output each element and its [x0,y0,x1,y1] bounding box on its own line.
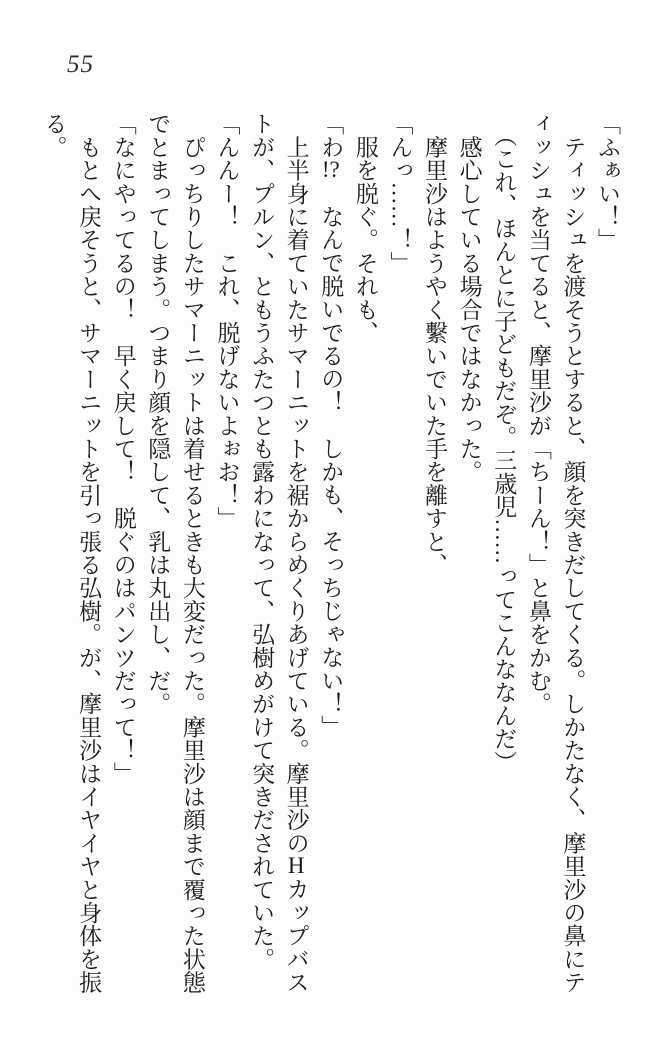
text-column: 上半身に着ていたサマーニットを裾からめくりあげている。摩里沙のHカップバス [283,112,309,994]
text-column: 「んんー！ これ、脱げないよぉお！」 [214,112,240,530]
text-column: 服を脱ぐ。それも、 [352,112,378,344]
text-block [36,112,624,1002]
text-column: トが、プルン、ともうふたつとも露わになって、弘樹めがけて突きだされていた。 [249,112,275,971]
text-column: もとへ戻そうと、サマーニットを引っ張る弘樹。が、摩里沙はイヤイヤと身体を振 [76,112,102,994]
text-column: 「なにやってるの！ 早く戻して！ 脱ぐのはパンツだって！」 [110,112,136,785]
text-column: 感心している場合ではなかった。 [456,112,482,484]
text-column: 摩里沙はようやく繫いでいた手を離すと、 [422,112,448,576]
text-column: ぴっちりしたサマーニットは着せるときも大変だった。摩里沙は顔まで覆った状態 [179,112,205,994]
text-column: 「わ!? なんで脱いでるの！ しかも、そっちじゃない！」 [318,112,344,739]
text-column: でとまってしまう。つまり顔を隠して、乳は丸出し、だ。 [145,112,171,716]
text-column: 「ふぁい！」 [595,112,620,252]
text-column: （これ、ほんとに子どもだぞ。三歳児……ってこんななんだ） [491,112,517,774]
text-column: る。 [41,112,67,159]
text-column: ティッシュを渡そうとすると、顔を突きだしてくる。しかたなく、摩里沙の鼻にテ [560,112,586,994]
text-column: ィッシュを当てると、摩里沙が「ちーん！」と鼻をかむ。 [525,112,551,716]
text-column: 「んっ……！」 [387,112,413,275]
page-number: 55 [67,51,94,78]
